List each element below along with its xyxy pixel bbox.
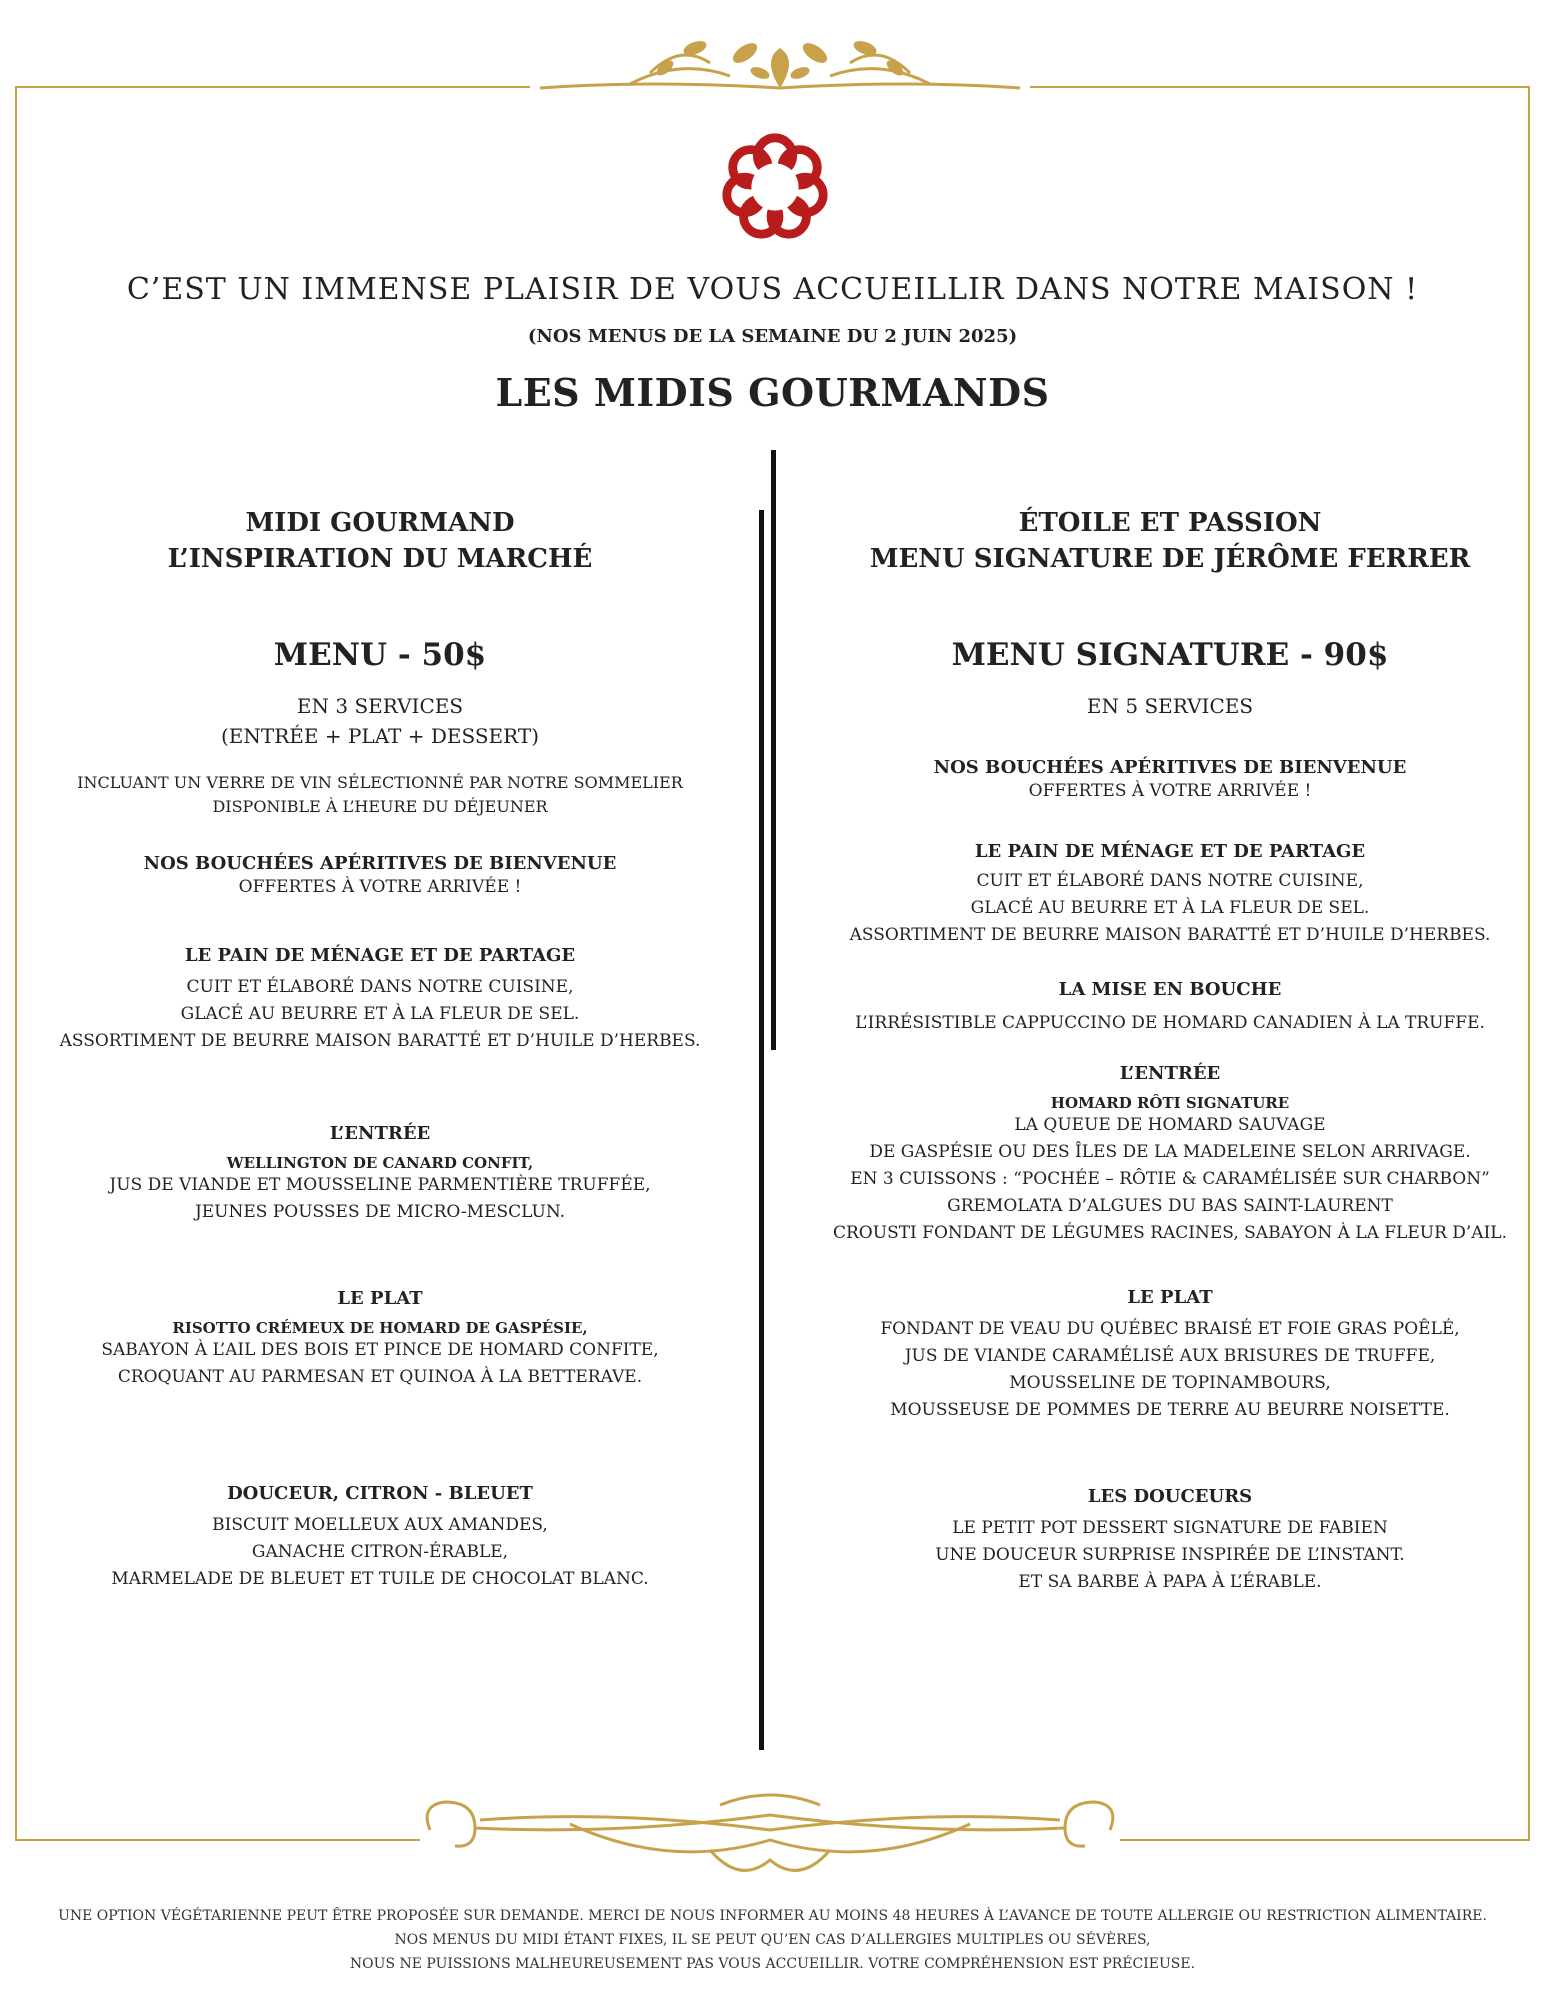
left-pain-title: LE PAIN DE MÉNAGE ET DE PARTAGE	[184, 945, 576, 966]
left-bouchees-line: OFFERTES À VOTRE ARRIVÉE !	[238, 877, 522, 897]
right-menu-column	[800, 505, 1540, 1596]
page-title: LES MIDIS GOURMANDS	[495, 370, 1050, 415]
left-dessert-line: MARMELADE DE BLEUET ET TUILE DE CHOCOLAT BLANC.	[111, 1569, 649, 1589]
ornament-top-icon	[530, 18, 1030, 100]
left-dessert-line: GANACHE CITRON-ÉRABLE,	[251, 1542, 509, 1562]
left-heading-2: L’INSPIRATION DU MARCHÉ	[167, 544, 593, 574]
michelin-flower-icon	[716, 128, 834, 246]
left-plat-line: SABAYON À L’AIL DES BOIS ET PINCE DE HOMARD CONFITE,	[101, 1340, 659, 1360]
right-entree-dish: HOMARD RÔTI SIGNATURE	[1050, 1094, 1290, 1112]
left-pain-line: CUIT ET ÉLABORÉ DANS NOTRE CUISINE,	[186, 977, 574, 997]
right-entree-line: GREMOLATA D’ALGUES DU BAS SAINT-LAURENT	[947, 1196, 1393, 1216]
left-pain-line: GLACÉ AU BEURRE ET À LA FLEUR DE SEL.	[180, 1004, 580, 1024]
welcome-text: C’EST UN IMMENSE PLAISIR DE VOUS ACCUEILLIR DANS NOTRE MAISON !	[126, 272, 1419, 307]
right-bouchees-title: NOS BOUCHÉES APÉRITIVES DE BIENVENUE	[933, 757, 1407, 778]
right-dessert-line: ET SA BARBE À PAPA À L’ÉRABLE.	[1018, 1572, 1322, 1592]
right-entree-line: CROUSTI FONDANT DE LÉGUMES RACINES, SABAYON À LA FLEUR D’AIL.	[833, 1223, 1507, 1243]
right-bouchees-line: OFFERTES À VOTRE ARRIVÉE !	[1028, 781, 1312, 801]
right-pain-line: GLACÉ AU BEURRE ET À LA FLEUR DE SEL.	[970, 898, 1370, 918]
left-plat-dish: RISOTTO CRÉMEUX DE HOMARD DE GASPÉSIE,	[172, 1319, 588, 1337]
left-entree-line: JUS DE VIANDE ET MOUSSELINE PARMENTIÈRE TRUFFÉE,	[109, 1175, 651, 1195]
right-heading-2: MENU SIGNATURE DE JÉRÔME FERRER	[869, 544, 1471, 574]
right-entree-line: DE GASPÉSIE OU DES ÎLES DE LA MADELEINE SELON ARRIVAGE.	[869, 1142, 1471, 1162]
left-note-2: DISPONIBLE À L’HEURE DU DÉJEUNER	[212, 797, 548, 816]
right-dessert-line: LE PETIT POT DESSERT SIGNATURE DE FABIEN	[952, 1518, 1388, 1538]
footer-line-1: UNE OPTION VÉGÉTARIENNE PEUT ÊTRE PROPOSÉE SUR DEMANDE. MERCI DE NOUS INFORMER AU MOINS 48 HEURES À L’AVANCE DE TOUTE ALLERGIE OU RESTRICTION ALIMENTAIRE.	[58, 1908, 1487, 1924]
right-entree-title: L’ENTRÉE	[1119, 1063, 1221, 1084]
left-price: MENU - 50$	[273, 637, 487, 673]
left-entree-line: JEUNES POUSSES DE MICRO-MESCLUN.	[194, 1202, 566, 1222]
left-note-1: INCLUANT UN VERRE DE VIN SÉLECTIONNÉ PAR NOTRE SOMMELIER	[77, 773, 683, 792]
right-dessert-title: LES DOUCEURS	[1087, 1486, 1253, 1507]
left-entree-dish: WELLINGTON DE CANARD CONFIT,	[226, 1154, 534, 1172]
left-bouchees-title: NOS BOUCHÉES APÉRITIVES DE BIENVENUE	[143, 853, 617, 874]
divider-main	[759, 510, 764, 1750]
right-plat-line: FONDANT DE VEAU DU QUÉBEC BRAISÉ ET FOIE GRAS POÊLÉ,	[880, 1319, 1460, 1339]
right-pain-line: CUIT ET ÉLABORÉ DANS NOTRE CUISINE,	[976, 871, 1364, 891]
right-plat-line: MOUSSELINE DE TOPINAMBOURS,	[1009, 1373, 1331, 1393]
right-heading-1: ÉTOILE ET PASSION	[1018, 508, 1322, 538]
left-dessert-line: BISCUIT MOELLEUX AUX AMANDES,	[212, 1515, 548, 1535]
right-services: EN 5 SERVICES	[1086, 694, 1254, 718]
left-entree-title: L’ENTRÉE	[329, 1123, 431, 1144]
footer-line-3: NOUS NE PUISSIONS MALHEUREUSEMENT PAS VOUS ACCUEILLIR. VOTRE COMPRÉHENSION EST PRÉCIEUSE.	[349, 1956, 1196, 1972]
right-plat-line: MOUSSEUSE DE POMMES DE TERRE AU BEURRE NOISETTE.	[890, 1400, 1450, 1420]
right-pain-title: LE PAIN DE MÉNAGE ET DE PARTAGE	[974, 841, 1366, 862]
right-mise-title: LA MISE EN BOUCHE	[1058, 979, 1282, 1000]
right-dessert-line: UNE DOUCEUR SURPRISE INSPIRÉE DE L’INSTANT.	[935, 1545, 1405, 1565]
left-menu-column	[30, 505, 730, 1593]
footer-note	[0, 1904, 1545, 1976]
left-plat-line: CROQUANT AU PARMESAN ET QUINOA À LA BETTERAVE.	[117, 1367, 643, 1387]
week-text: (NOS MENUS DE LA SEMAINE DU 2 JUIN 2025)	[527, 326, 1018, 347]
left-plat-title: LE PLAT	[337, 1288, 423, 1309]
right-plat-line: JUS DE VIANDE CARAMÉLISÉ AUX BRISURES DE TRUFFE,	[904, 1346, 1436, 1366]
left-services: EN 3 SERVICES	[296, 694, 464, 718]
ornament-bottom-icon	[420, 1790, 1120, 1900]
footer-line-2: NOS MENUS DU MIDI ÉTANT FIXES, IL SE PEUT QU’EN CAS D’ALLERGIES MULTIPLES OU SÉVÈRES,	[394, 1932, 1151, 1948]
right-entree-line: EN 3 CUISSONS : “POCHÉE – RÔTIE & CARAMÉLISÉE SUR CHARBON”	[850, 1169, 1490, 1189]
left-pain-line: ASSORTIMENT DE BEURRE MAISON BARATTÉ ET D’HUILE D’HERBES.	[59, 1031, 701, 1051]
left-dessert-title: DOUCEUR, CITRON - BLEUET	[227, 1483, 533, 1504]
right-price: MENU SIGNATURE - 90$	[951, 637, 1389, 673]
left-services-detail: (ENTRÉE + PLAT + DESSERT)	[220, 724, 539, 748]
right-pain-line: ASSORTIMENT DE BEURRE MAISON BARATTÉ ET D’HUILE D’HERBES.	[849, 925, 1491, 945]
right-entree-line: LA QUEUE DE HOMARD SAUVAGE	[1014, 1115, 1326, 1135]
right-mise-line: L’IRRÉSISTIBLE CAPPUCCINO DE HOMARD CANADIEN À LA TRUFFE.	[855, 1013, 1485, 1033]
divider-top	[771, 450, 776, 1050]
right-plat-title: LE PLAT	[1127, 1287, 1213, 1308]
left-heading-1: MIDI GOURMAND	[245, 508, 515, 538]
